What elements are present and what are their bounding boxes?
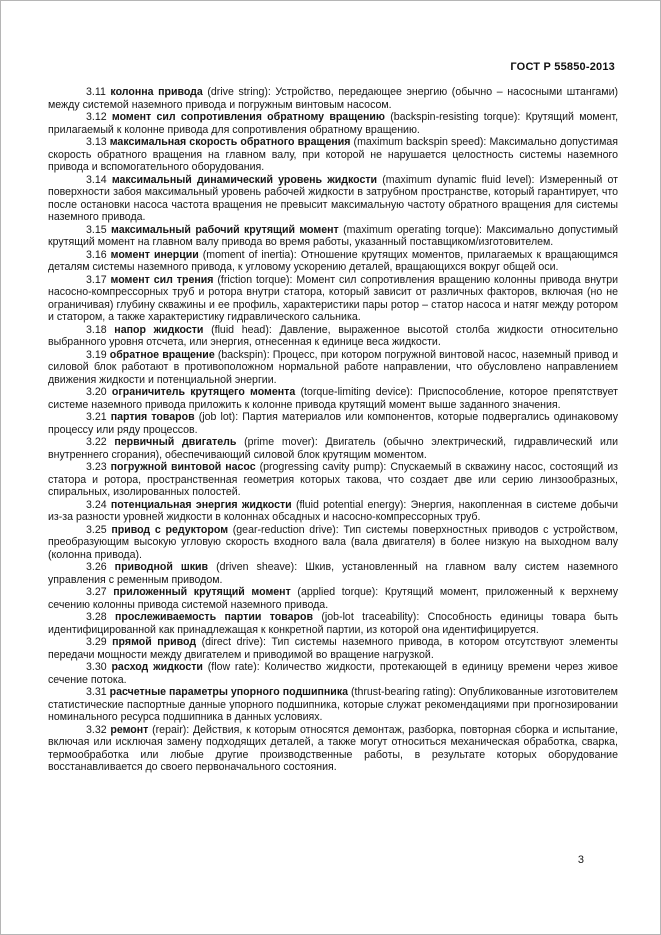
term-name: колонна привода [110, 86, 203, 98]
term-name: партия товаров [110, 411, 195, 423]
definition-entry [48, 324, 618, 349]
term-name: обратное вращение [109, 348, 215, 361]
term-number: 3.19 [86, 348, 110, 361]
term-name: максимальная скорость обратного вращения [109, 136, 351, 148]
term-number: 3.20 [86, 386, 112, 398]
term-english: (maximum operating torque): [338, 223, 487, 236]
term-english: (thrust-bearing rating): [348, 686, 459, 698]
term-name: первичный двигатель [114, 436, 237, 448]
term-number: 3.26 [86, 561, 115, 573]
document-header [48, 61, 615, 73]
term-definition: Тип системы поверхностных приводов с устройством, преобразующим высокую угловую скорость входного вала (вала двигателя) в более низкую на выходном валу (колонна привода). [48, 523, 618, 561]
definition-entry [48, 136, 618, 174]
term-definition: Отношение крутящих моментов, прилагаемых к вращающимся деталям системы наземного привода, к угловому ускорению деталей, вращающихся вокруг общей оси. [48, 248, 619, 273]
page-number: 3 [577, 854, 584, 866]
term-english: (moment of inertia): [198, 248, 301, 261]
term-name: привод с редуктором [111, 523, 229, 536]
term-name: прямой привод [112, 636, 197, 648]
term-number: 3.11 [86, 86, 111, 98]
definition-entry [48, 561, 618, 586]
term-number: 3.16 [86, 248, 111, 261]
term-number: 3.13 [86, 136, 110, 148]
term-definition: Тип системы наземного привода, в котором отсутствуют элементы передачи мощности между двигателем и приводимой во вращение нагрузкой. [48, 636, 619, 661]
term-name: максимальный рабочий крутящий момент [111, 223, 339, 236]
definition-entry [48, 274, 618, 324]
term-definition: Крутящий момент, прилагаемый к колонне привода для сопротивления обратному вращению. [48, 111, 619, 136]
term-number: 3.14 [86, 173, 112, 186]
standard-number: ГОСТ Р 55850-2013 [510, 61, 615, 73]
term-definition: Шкив, установленный на главном валу систем наземного управления с ременным приводом. [48, 561, 619, 586]
term-english: (fluid potential energy): [291, 498, 411, 511]
term-definition: Опубликованные изготовителем статистические паспортные данные упорного подшипника, которые служат рекомендациями при прогнозировании номинального ресурса подшипника в данных условиях. [48, 686, 618, 723]
term-english: (maximum dynamic fluid level): [377, 173, 540, 186]
term-english: (applied torque): [290, 586, 385, 598]
term-number: 3.23 [86, 461, 111, 473]
term-number: 3.18 [86, 323, 115, 336]
term-english: (backspin-resisting torque): [384, 111, 526, 123]
term-name: максимальный динамический уровень жидкости [111, 173, 378, 186]
term-name: напор жидкости [114, 323, 204, 336]
term-name: ремонт [110, 723, 149, 736]
term-number: 3.22 [86, 436, 115, 448]
term-definition: Процесс, при котором погружной винтовой насос, наземный привод и силовой блок работают в противоположном нормальной работе направлении, что обусловлено направлением движения жидкости и потенциальной энергии. [48, 348, 618, 386]
term-number: 3.25 [86, 523, 112, 536]
term-definition: Момент сил сопротивления вращению колонны привода внутри насосно-компрессорных труб и ротора внутри статора, который зависит от различных факторов, включая (но не ограничивая) глубину скважины и ее профиль, характеристики пары ротор – статор насоса и натяг между ротором и статором, а также характеристику гидравлического сальника. [48, 273, 619, 323]
definition-entry [48, 686, 618, 724]
definition-entry [48, 349, 618, 387]
definition-entry [48, 586, 618, 611]
term-definition: Максимально допустимая скорость обратного вращения на главном валу, при которой не нарушается целостность системы наземного привода и вспомогательного оборудования. [48, 136, 618, 173]
term-english: (repair): [148, 723, 193, 736]
definition-entry [48, 436, 618, 461]
term-english: (friction torque): [213, 273, 297, 286]
term-number: 3.21 [86, 411, 111, 423]
term-number: 3.29 [86, 636, 113, 648]
term-english: (job lot): [194, 411, 243, 423]
term-number: 3.31 [86, 686, 110, 698]
term-name: прослеживаемость партии товаров [115, 611, 313, 623]
term-definition: Измеренный от поверхности забоя максимальный уровень рабочей жидкости в затрубном пространстве, который гарантирует, что после остановки насоса частота вращения не превысит максимальную частоту обратного вращения для системы наземного привода. [48, 173, 619, 223]
term-english: (flow rate): [202, 661, 265, 673]
definition-entry [48, 111, 618, 136]
term-definition: Энергия, накопленная в системе добычи из-за разности уровней жидкости в колоннах обсадных и насосно-компрессорных труб. [48, 498, 619, 523]
term-name: момент сил трения [110, 273, 214, 286]
term-name: погружной винтовой насос [110, 461, 256, 473]
term-name: приводной шкив [114, 561, 209, 573]
term-english: (job-lot traceability): [312, 611, 428, 623]
term-definition: Партия материалов или компонентов, которые подвергались одинаковому процессу или ряду процессов. [48, 411, 619, 436]
term-name: расход жидкости [111, 661, 203, 673]
term-english: (drive string): [202, 86, 276, 98]
term-name: момент сил сопротивления обратному вращению [111, 111, 385, 123]
term-english: (direct drive): [196, 636, 272, 648]
term-number: 3.28 [86, 611, 116, 623]
term-definition: Давление, выраженное высотой столба жидкости относительно выбранного уровня отсчета, или энергия, отнесенная к единице веса жидкости. [48, 323, 618, 348]
term-definition: Действия, к которым относятся демонтаж, разборка, повторная сборка и испытание, включая или исключая замену подходящих деталей, а также могут относиться механическая обработка, сварка, термообработка или любые другие производственные работы, в результате которых оборудование восстанавливается до своего первоначального состояния. [48, 723, 618, 773]
definition-entry [48, 611, 618, 636]
term-definition: Способность единицы товара быть идентифицированной как принадлежащая к конкретной партии, из которой она идентифицируется. [48, 611, 618, 636]
term-definition: Крутящий момент, приложенный к верхнему сечению колонны привода системой наземного привода. [48, 586, 618, 611]
term-english: (driven sheave): [208, 561, 306, 573]
page-footer [578, 854, 584, 866]
term-name: расчетные параметры упорного подшипника [109, 686, 349, 698]
term-english: (torque-limiting device): [295, 386, 419, 398]
term-english: (prime mover): [236, 436, 326, 448]
term-definition: Количество жидкости, протекающей в единицу времени через живое сечение потока. [48, 661, 619, 686]
term-definition: Максимально допустимый крутящий момент на главном валу привода во время работы, указанный поставщиком/изготовителем. [48, 223, 618, 248]
term-name: момент инерции [110, 248, 199, 261]
term-definition: Приспособление, которое препятствует системе наземного привода приложить к колонне привода крутящий момент выше заданного значения. [48, 386, 618, 411]
term-number: 3.24 [86, 498, 111, 511]
definition-entry [48, 386, 618, 411]
definition-entry [48, 461, 618, 499]
term-number: 3.32 [86, 723, 111, 736]
definition-entry [48, 411, 618, 436]
definition-entry [48, 174, 618, 224]
definition-entry [48, 524, 618, 562]
definition-entry [48, 224, 618, 249]
term-english: (backspin): [214, 348, 273, 361]
term-english: (maximum backspin speed): [350, 136, 490, 148]
term-number: 3.17 [86, 273, 111, 286]
term-name: потенциальная энергия жидкости [110, 498, 292, 511]
term-name: приложенный крутящий момент [113, 586, 291, 598]
definition-entry [48, 86, 618, 111]
definition-entry [48, 724, 618, 774]
term-number: 3.27 [86, 586, 114, 598]
term-english: (gear-reduction drive): [228, 523, 344, 536]
term-definition: Спускаемый в скважину насос, состоящий из статора и ротора, пространственная геометрия которых такова, что создает две или серию линзообразных, спиральных, изолированных полостей. [48, 461, 618, 498]
definition-entry [48, 249, 618, 274]
term-definition: Двигатель (обычно электрический, гидравлический или внутреннего сгорания), обеспечивающий силовой блок крутящим моментом. [48, 436, 619, 461]
term-number: 3.30 [86, 661, 112, 673]
term-english: (fluid head): [203, 323, 280, 336]
definition-entry [48, 661, 618, 686]
definition-entry [48, 636, 618, 661]
term-number: 3.12 [86, 111, 112, 123]
definition-entry [48, 499, 618, 524]
term-english: (progressing cavity pump): [255, 461, 391, 473]
definitions-list [48, 86, 618, 774]
term-number: 3.15 [86, 223, 111, 236]
term-definition: Устройство, передающее энергию (обычно – насосными штангами) между системой наземного привода и погружным винтовым насосом. [48, 86, 619, 111]
term-name: ограничитель крутящего момента [111, 386, 296, 398]
